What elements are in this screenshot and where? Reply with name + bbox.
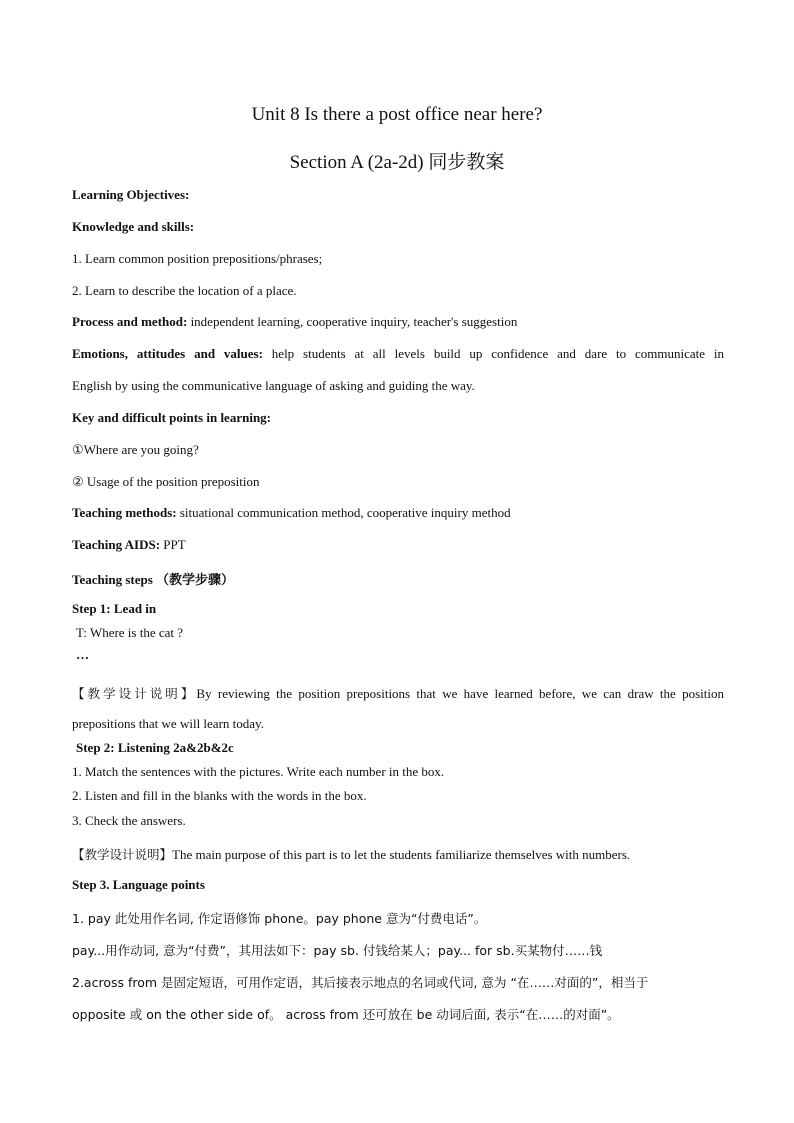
process-method-text: independent learning, cooperative inquiry, teacher's suggestion: [187, 314, 518, 329]
key-points-heading: Key and difficult points in learning:: [72, 410, 271, 425]
document-subtitle: Section A (2a-2d) 同步教案: [289, 152, 505, 173]
emotions-line: [72, 346, 724, 362]
language-point: 1. pay 此处用作名词, 作定语修饰 phone。pay phone 意为“付费电话”。: [72, 911, 487, 926]
language-point: 2.across from 是固定短语，可用作定语，其后接表示地点的名词或代词, 意为 “在……对面的”，相当于: [72, 975, 649, 990]
learning-objectives-heading: Learning Objectives:: [72, 187, 190, 202]
design-note-2: [72, 845, 724, 863]
teaching-methods-label: Teaching methods:: [72, 505, 177, 520]
design-note-label: 【教学设计说明】: [72, 847, 173, 862]
teaching-methods-line: [72, 505, 724, 521]
teaching-aids-text: PPT: [160, 537, 186, 552]
step2-item: 2. Listen and fill in the blanks with the words in the box.: [72, 788, 367, 803]
emotions-label: Emotions, attitudes and values:: [72, 346, 263, 361]
emotions-text-continued: English by using the communicative language of asking and guiding the way.: [72, 378, 475, 393]
design-note-text: The main purpose of this part is to let the students familiarize themselves with numbers.: [172, 847, 631, 862]
step1-question: T: Where is the cat ?: [76, 625, 184, 640]
language-point: opposite 或 on the other side of。 across from 还可放在 be 动词后面, 表示“在……的对面”。: [72, 1007, 620, 1022]
step1-heading: Step 1: Lead in: [72, 601, 157, 616]
knowledge-skills-heading: Knowledge and skills:: [72, 219, 195, 234]
key-point-item: ② Usage of the position preposition: [72, 474, 260, 489]
document-title: Unit 8 Is there a post office near here?: [251, 104, 543, 125]
emotions-text: help students at all levels build up confidence and dare to communicate in: [262, 346, 725, 361]
step3-heading: Step 3. Language points: [72, 877, 205, 892]
teaching-aids-label: Teaching AIDS:: [72, 537, 161, 552]
teaching-aids-line: [72, 537, 724, 553]
teaching-methods-text: situational communication method, cooperative inquiry method: [176, 505, 511, 520]
design-note-1-continued: prepositions that we will learn today.: [72, 716, 264, 731]
process-method-line: [72, 314, 724, 330]
design-note-label: 【教学设计说明】: [72, 686, 197, 701]
design-note-text: By reviewing the position prepositions that we have learned before, we can draw the position: [196, 686, 724, 701]
process-method-label: Process and method:: [72, 314, 188, 329]
knowledge-skill-item: 2. Learn to describe the location of a place.: [72, 283, 297, 298]
step2-item: 1. Match the sentences with the pictures. Write each number in the box.: [72, 764, 445, 779]
step2-item: 3. Check the answers.: [72, 813, 186, 828]
step1-ellipsis: …: [76, 647, 89, 662]
knowledge-skill-item: 1. Learn common position prepositions/phrases;: [72, 251, 323, 266]
key-point-item: ①Where are you going?: [72, 442, 199, 457]
design-note-1: [72, 684, 724, 702]
language-point: pay...用作动词, 意为“付费”，其用法如下：pay sb. 付钱给某人；pay... for sb.买某物付……钱: [72, 943, 603, 958]
step2-heading: Step 2: Listening 2a&2b&2c: [76, 740, 234, 755]
teaching-steps-heading: Teaching steps （教学步骤）: [72, 572, 235, 587]
